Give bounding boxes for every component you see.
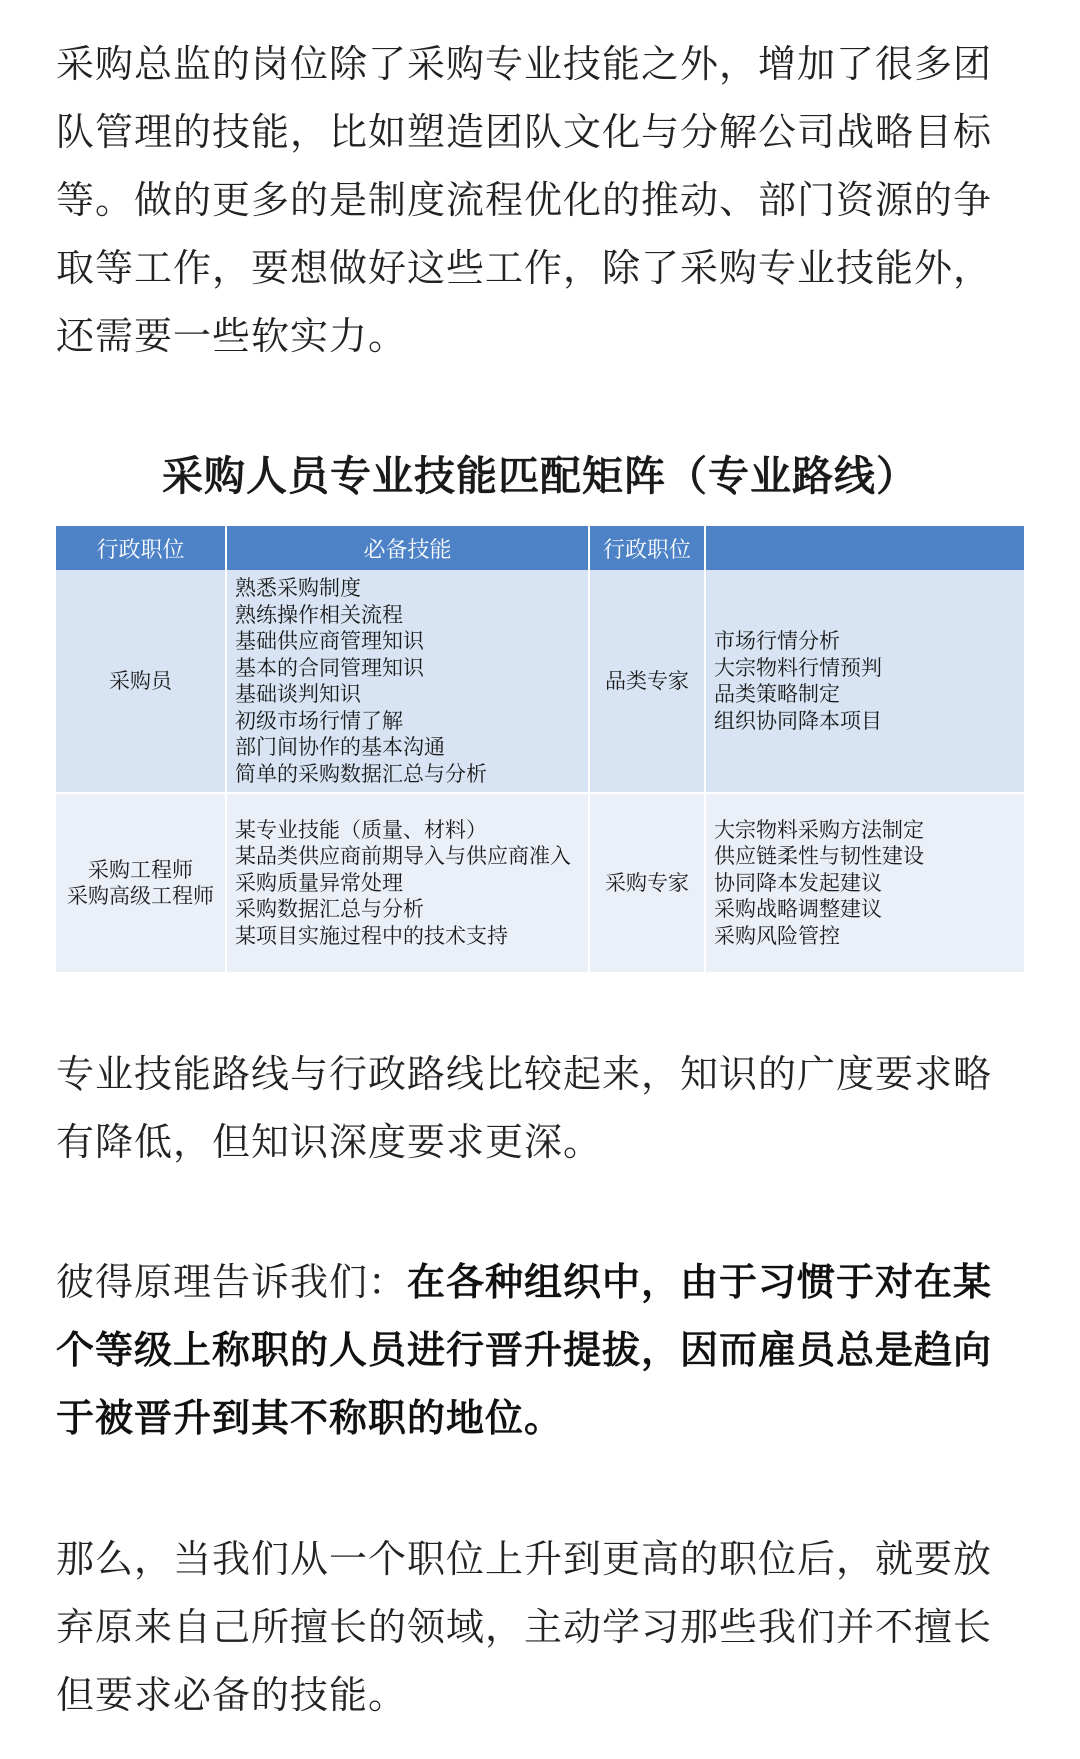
skill-item: 大宗物料行情预判 — [714, 655, 882, 680]
skill-item: 协同降本发起建议 — [714, 870, 882, 895]
comparison-paragraph: 专业技能路线与行政路线比较起来，知识的广度要求略有降低，但知识深度要求更深。 — [56, 1052, 993, 1164]
skills-cell — [226, 793, 589, 972]
skill-item: 采购战略调整建议 — [714, 897, 882, 922]
next-position-cell: 采购专家 — [589, 793, 705, 972]
skills-cell — [226, 570, 589, 793]
position-cell: 采购员 — [56, 570, 226, 793]
skill-item: 基础供应商管理知识 — [235, 629, 424, 653]
skill-item: 大宗物料采购方法制定 — [714, 817, 924, 842]
header-position: 行政职位 — [56, 526, 226, 570]
skill-item: 采购质量异常处理 — [235, 870, 403, 895]
skill-item: 采购风险管控 — [714, 923, 840, 948]
skill-item: 采购数据汇总与分析 — [235, 897, 424, 922]
skill-item: 供应链柔性与韧性建设 — [714, 844, 924, 869]
next-position-cell: 品类专家 — [589, 570, 705, 793]
skill-item: 某项目实施过程中的技术支持 — [235, 923, 508, 948]
skill-item: 某专业技能（质量、材料） — [235, 817, 487, 842]
skill-item: 市场行情分析 — [714, 629, 840, 653]
skill-item: 某品类供应商前期导入与供应商准入 — [235, 844, 571, 869]
peter-principle-intro: 彼得原理告诉我们： — [56, 1260, 408, 1304]
skill-item: 品类策略制定 — [714, 682, 840, 706]
skill-item: 熟悉采购制度 — [235, 576, 361, 600]
skill-item: 部门间协作的基本沟通 — [235, 735, 445, 759]
peter-principle-quote: 在各种组织中，由于习惯于对在某个等级上称职的人员进行晋升提拔，因而雇员总是趋向于被晋升到其不称职的地位。 — [56, 1260, 993, 1440]
table-row — [56, 570, 1024, 793]
table-header-row — [56, 526, 1024, 570]
next-skills-cell — [705, 570, 1024, 793]
intro-paragraph: 采购总监的岗位除了采购专业技能之外，增加了很多团队管理的技能，比如塑造团队文化与分解公司战略目标等。做的更多的是制度流程优化的推动、部门资源的争取等工作，要想做好这些工作，除了采购专业技能外，还需要一些软实力。 — [56, 42, 993, 358]
position-cell: 采购工程师 采购高级工程师 — [56, 793, 226, 972]
skill-item: 初级市场行情了解 — [235, 708, 403, 733]
table-row — [56, 793, 1024, 972]
skill-item: 简单的采购数据汇总与分析 — [235, 761, 487, 786]
header-next-skills — [705, 526, 1024, 570]
skill-item: 熟练操作相关流程 — [235, 602, 403, 627]
skill-item: 组织协同降本项目 — [714, 708, 882, 733]
peter-principle-paragraph — [56, 1248, 1024, 1452]
header-skills: 必备技能 — [226, 526, 589, 570]
next-skills-cell — [705, 793, 1024, 972]
header-next-position: 行政职位 — [589, 526, 705, 570]
skill-matrix-table — [56, 526, 1024, 972]
table-title: 采购人员专业技能匹配矩阵（专业路线） — [162, 452, 918, 500]
conclusion-paragraph: 那么，当我们从一个职位上升到更高的职位后，就要放弃原来自己所擅长的领域，主动学习那些我们并不擅长但要求必备的技能。 — [56, 1537, 993, 1717]
skill-item: 基础谈判知识 — [235, 682, 361, 706]
skill-item: 基本的合同管理知识 — [235, 655, 424, 680]
